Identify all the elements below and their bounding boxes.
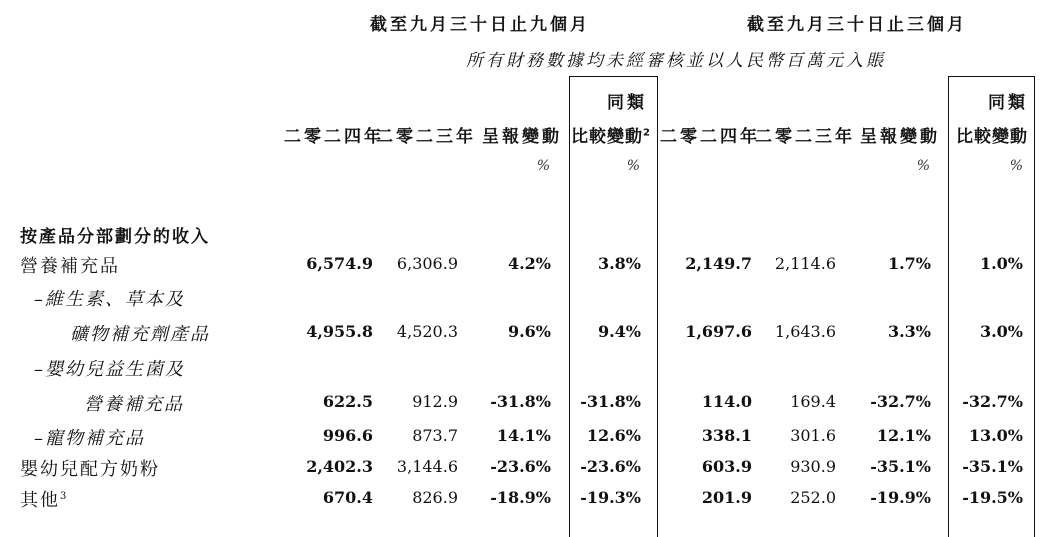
unit-reported-three: % bbox=[916, 158, 930, 174]
row-label: –寵物補充品 bbox=[34, 428, 145, 449]
cell-value: -23.6% bbox=[580, 457, 641, 476]
cell-value: -35.1% bbox=[962, 457, 1023, 476]
cell-value: 12.6% bbox=[586, 426, 641, 445]
cell-value: 4,955.8 bbox=[306, 322, 373, 341]
cell-value: -19.3% bbox=[580, 488, 641, 507]
row-label: –維生素、草本及 bbox=[34, 289, 185, 310]
cell-value: 114.0 bbox=[701, 392, 752, 411]
cell-value: 622.5 bbox=[322, 392, 373, 411]
cell-value: 3.0% bbox=[979, 322, 1023, 341]
cell-value: -31.8% bbox=[580, 392, 641, 411]
unit-reported-nine: % bbox=[536, 158, 550, 174]
cell-value: 14.1% bbox=[496, 426, 551, 445]
cell-value: 1.0% bbox=[979, 254, 1023, 273]
cell-value: 169.4 bbox=[790, 392, 836, 411]
col-2023-three: 二零二三年 bbox=[755, 127, 855, 147]
cell-value: -18.9% bbox=[490, 488, 551, 507]
col-lfl-three: 比較變動 bbox=[956, 127, 1028, 147]
cell-value: 6,574.9 bbox=[306, 254, 373, 273]
header-note: 所有財務數據均未經審核並以人民幣百萬元入賬 bbox=[466, 51, 886, 71]
section-title: 按產品分部劃分的收入 bbox=[20, 227, 210, 247]
cell-value: 338.1 bbox=[701, 426, 752, 445]
cell-value: 1,643.6 bbox=[774, 322, 836, 341]
cell-value: 9.4% bbox=[597, 322, 641, 341]
col-2024-three: 二零二四年 bbox=[660, 127, 760, 147]
row-label-continued: 礦物補充劑產品 bbox=[70, 324, 210, 345]
unit-lfl-three: % bbox=[1009, 158, 1023, 174]
cell-value: 2,114.6 bbox=[774, 254, 836, 273]
cell-value: -35.1% bbox=[870, 457, 931, 476]
row-label: 嬰幼兒配方奶粉 bbox=[20, 459, 160, 480]
cell-value: 996.6 bbox=[322, 426, 373, 445]
cell-value: 1,697.6 bbox=[685, 322, 752, 341]
cell-value: 13.0% bbox=[968, 426, 1023, 445]
cell-value: 252.0 bbox=[790, 488, 836, 507]
col-reported-three: 呈報變動 bbox=[860, 127, 940, 147]
col-lfl-line1-three: 同類 bbox=[988, 93, 1028, 113]
cell-value: 670.4 bbox=[322, 488, 373, 507]
cell-value: 301.6 bbox=[790, 426, 836, 445]
cell-value: 4,520.3 bbox=[396, 322, 458, 341]
col-reported-nine: 呈報變動 bbox=[482, 127, 562, 147]
row-label: –嬰幼兒益生菌及 bbox=[34, 359, 185, 380]
cell-value: 9.6% bbox=[507, 322, 551, 341]
cell-value: 603.9 bbox=[701, 457, 752, 476]
cell-value: -31.8% bbox=[490, 392, 551, 411]
footnote-marker: 3 bbox=[60, 491, 69, 502]
cell-value: 12.1% bbox=[876, 426, 931, 445]
cell-value: 3.8% bbox=[597, 254, 641, 273]
cell-value: -23.6% bbox=[490, 457, 551, 476]
row-label: 其他$^3$ bbox=[20, 490, 69, 511]
cell-value: 3,144.6 bbox=[396, 457, 458, 476]
period-nine-header: 截至九月三十日止九個月 bbox=[370, 15, 590, 35]
cell-value: 930.9 bbox=[790, 457, 836, 476]
cell-value: -32.7% bbox=[870, 392, 931, 411]
cell-value: 3.3% bbox=[887, 322, 931, 341]
cell-value: 826.9 bbox=[412, 488, 458, 507]
cell-value: 1.7% bbox=[887, 254, 931, 273]
cell-value: 2,149.7 bbox=[685, 254, 752, 273]
period-three-header: 截至九月三十日止三個月 bbox=[747, 15, 967, 35]
row-label-continued: 營養補充品 bbox=[84, 394, 184, 415]
cell-value: -19.5% bbox=[962, 488, 1023, 507]
unit-lfl-nine: % bbox=[626, 158, 640, 174]
cell-value: 6,306.9 bbox=[396, 254, 458, 273]
col-2024-nine: 二零二四年 bbox=[284, 127, 384, 147]
cell-value: 912.9 bbox=[412, 392, 458, 411]
cell-value: 4.2% bbox=[507, 254, 551, 273]
cell-value: -19.9% bbox=[870, 488, 931, 507]
col-2023-nine: 二零二三年 bbox=[376, 127, 476, 147]
col-lfl-line1-nine: 同類 bbox=[607, 93, 647, 113]
cell-value: -32.7% bbox=[962, 392, 1023, 411]
col-lfl-nine: 比較變動$^2$ bbox=[571, 127, 651, 147]
cell-value: 201.9 bbox=[701, 488, 752, 507]
cell-value: 873.7 bbox=[412, 426, 458, 445]
row-label: 營養補充品 bbox=[20, 256, 120, 277]
cell-value: 2,402.3 bbox=[306, 457, 373, 476]
